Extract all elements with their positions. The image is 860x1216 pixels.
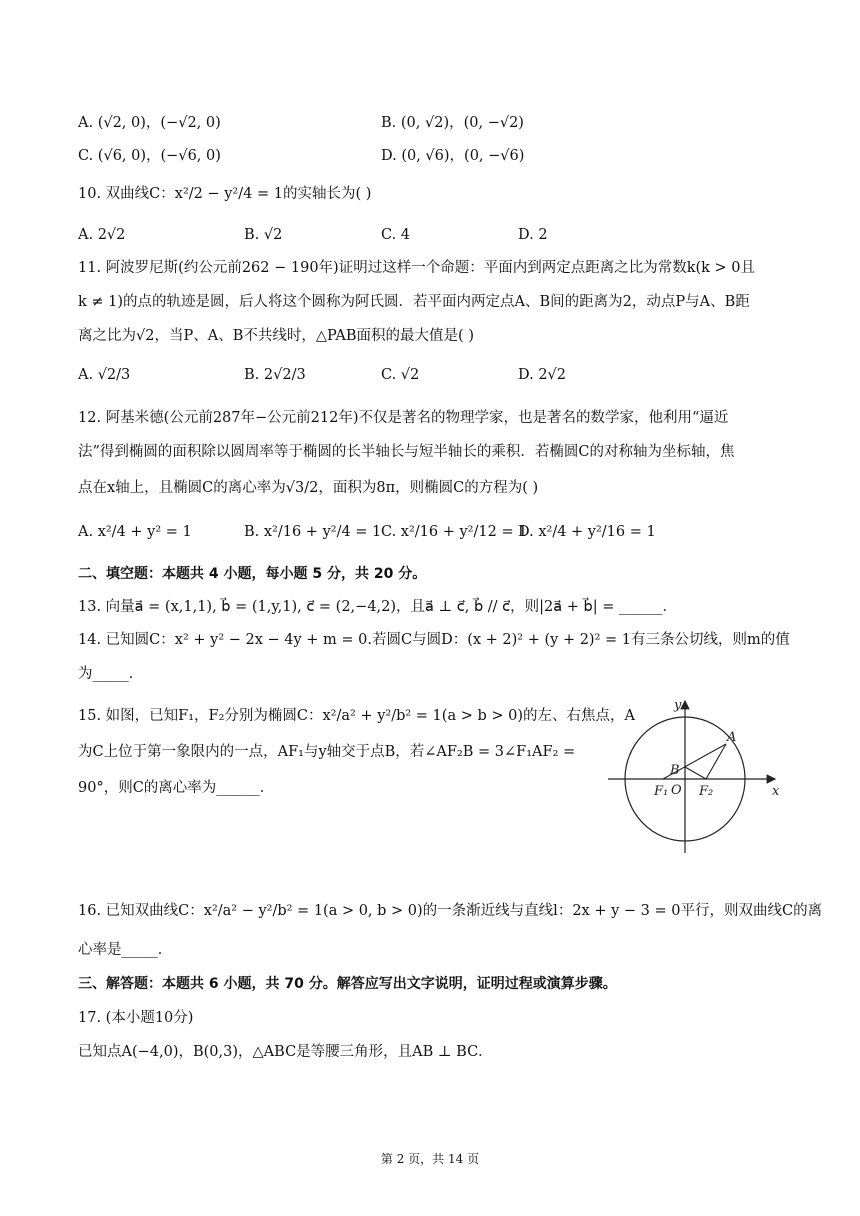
label-f2: F₂ [699,784,714,799]
q12-option-b: B. x²/16 + y²/4 = 1 [244,524,382,540]
label-x: x [772,784,780,799]
segment-bf2 [685,767,706,779]
q9-option-b: B. (0, √2)，(0, −√2) [381,115,524,131]
q10-stem: 10. 双曲线C：x²/2 − y²/4 = 1的实轴长为( ) [78,186,372,202]
page-footer: 第 2 页，共 14 页 [380,1152,480,1166]
q16-line-2: 心率是_____． [78,942,173,958]
q12-option-d: D. x²/4 + y²/16 = 1 [518,524,656,540]
q12-line-2: 法”得到椭圆的面积除以圆周率等于椭圆的长半轴长与短半轴长的乘积．若椭圆C的对称轴为坐标轴，焦 [78,444,735,460]
label-o: O [671,783,682,798]
q15-line-1: 15. 如图，已知F₁，F₂分别为椭圆C：x²/a² + y²/b² = 1(a > b > 0)的左、右焦点，A [78,708,635,724]
label-y: y [674,698,682,713]
q12-line-3: 点在x轴上，且椭圆C的离心率为√3/2，面积为8π，则椭圆C的方程为( ) [78,480,539,496]
q11-option-d: D. 2√2 [518,367,567,383]
label-b: B [670,763,680,778]
q13-stem: 13. 向量a⃗ = (x,1,1), b⃗ = (1,y,1), c⃗ = (2,−4,2)，且a⃗ ⊥ c⃗, b⃗ // c⃗，则|2a⃗ + b⃗| = ______． [78,599,677,615]
q12-option-c: C. x²/16 + y²/12 = 1 [381,524,528,540]
q17-title: 17. (本小题10分) [78,1010,194,1026]
q10-option-c: C. 4 [381,227,411,243]
q11-line-2: k ≠ 1)的点的轨迹是圆，后人将这个圆称为阿氏圆．若平面内两定点A、B间的距离为2，动点P与A、B距 [78,294,750,310]
q14-line-1: 14. 已知圆C：x² + y² − 2x − 4y + m = 0.若圆C与圆D：(x + 2)² + (y + 2)² = 1有三条公切线，则m的值 [78,632,790,648]
q17-body: 已知点A(−4,0)，B(0,3)，△ABC是等腰三角形，且AB ⊥ BC． [78,1044,493,1060]
q16-line-1: 16. 已知双曲线C：x²/a² − y²/b² = 1(a > 0, b > 0)的一条渐近线与直线l：2x + y − 3 = 0平行，则双曲线C的离 [78,903,823,919]
q11-option-a: A. √2/3 [78,367,131,383]
ellipse-figure [600,695,790,855]
q12-option-a: A. x²/4 + y² = 1 [78,524,192,540]
q9-option-a: A. (√2, 0)，(−√2, 0) [78,115,221,131]
q15-line-2: 为C上位于第一象限内的一点，AF₁与y轴交于点B，若∠AF₂B = 3∠F₁AF₂ = [78,744,576,760]
section-3-heading: 三、解答题：本题共 6 小题，共 70 分。解答应写出文字说明，证明过程或演算步骤。 [78,976,617,992]
q11-line-1: 11. 阿波罗尼斯(约公元前262 − 190年)证明过这样一个命题：平面内到两定点距离之比为常数k(k > 0且 [78,260,756,276]
label-f1: F₁ [654,784,669,799]
q10-option-d: D. 2 [518,227,548,243]
q10-option-b: B. √2 [244,227,283,243]
q10-option-a: A. 2√2 [78,227,126,243]
q11-option-b: B. 2√2/3 [244,367,306,383]
q14-line-2: 为_____． [78,666,144,682]
label-a: A [727,730,737,745]
q11-line-3: 离之比为√2，当P、A、B不共线时，△PAB面积的最大值是( ) [78,328,474,344]
q11-option-c: C. √2 [381,367,420,383]
q12-line-1: 12. 阿基米德(公元前287年−公元前212年)不仅是著名的物理学家，也是著名的数学家，他利用“逼近 [78,410,729,426]
section-2-heading: 二、填空题：本题共 4 小题，每小题 5 分，共 20 分。 [78,566,427,582]
q15-line-3: 90°，则C的离心率为______． [78,780,275,796]
q9-option-d: D. (0, √6)，(0, −√6) [381,148,525,164]
q9-option-c: C. (√6, 0)，(−√6, 0) [78,148,221,164]
